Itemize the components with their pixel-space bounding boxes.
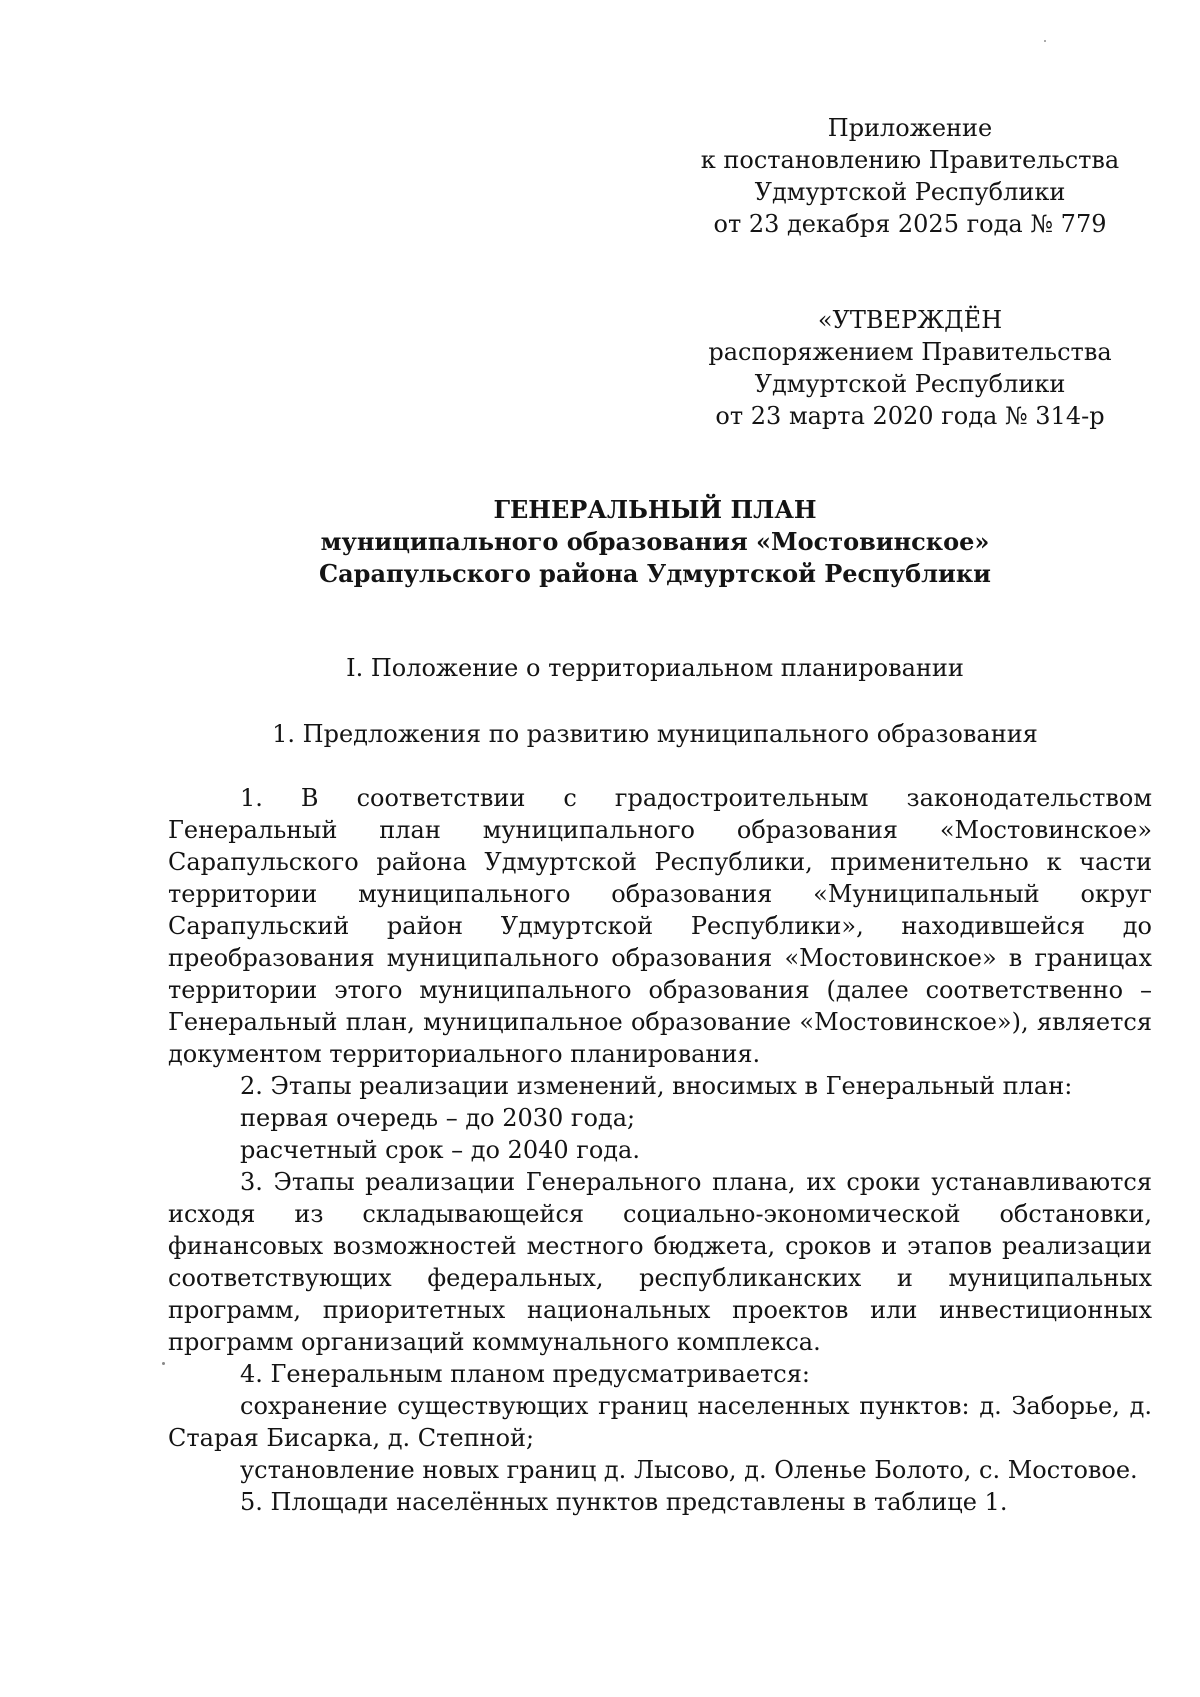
appendix-label: Приложение bbox=[827, 114, 993, 142]
document-body bbox=[168, 782, 1152, 1518]
document-title bbox=[160, 494, 1150, 590]
title-district: Сарапульского района Удмуртской Республики bbox=[319, 559, 991, 588]
approved-label: «УТВЕРЖДЁН bbox=[817, 306, 1003, 334]
section-subheading: 1. Предложения по развитию муниципального образования bbox=[272, 720, 1038, 748]
scan-speck bbox=[162, 1362, 165, 1365]
paragraph-4: 4. Генеральным планом предусматривается: bbox=[240, 1360, 810, 1388]
appendix-header bbox=[700, 112, 1120, 240]
paragraph-4-item-1: сохранение существующих границ населенных пунктов: д. Заборье, д. Старая Бисарка, д. Степной; bbox=[168, 1392, 1152, 1452]
approved-date-number: от 23 марта 2020 года № 314-р bbox=[715, 402, 1105, 430]
section-heading: I. Положение о территориальном планировании bbox=[346, 654, 964, 682]
title-main: ГЕНЕРАЛЬНЫЙ ПЛАН bbox=[493, 495, 817, 524]
scan-speck bbox=[1044, 40, 1046, 42]
paragraph-2: 2. Этапы реализации изменений, вносимых в Генеральный план: bbox=[240, 1072, 1073, 1100]
approved-republic: Удмуртской Республики bbox=[754, 370, 1066, 398]
paragraph-2-item-2: расчетный срок – до 2040 года. bbox=[240, 1136, 640, 1164]
paragraph-5: 5. Площади населённых пунктов представлены в таблице 1. bbox=[240, 1488, 1008, 1516]
approval-stamp-text bbox=[700, 304, 1120, 432]
paragraph-1: 1. В соответствии с градостроительным законодательством Генеральный план муниципального образования «Мостовинское» Сарапульского района Удмуртской Республики, применительно к части территории муниципального образования «Муниципальный округ Сарапульский район Удмуртской Республики», находившейся до преобразования муниципального образования «Мостовинское» в границах территории этого муниципального образования (далее соответственно – Генеральный план, муниципальное образование «Мостовинское»), является документом территориального планирования. bbox=[168, 784, 1152, 1068]
title-municipality: муниципального образования «Мостовинское» bbox=[320, 527, 990, 556]
appendix-date-number: от 23 декабря 2025 года № 779 bbox=[713, 210, 1107, 238]
paragraph-3: 3. Этапы реализации Генерального плана, их сроки устанавливаются исходя из складывающейся социально-экономической обстановки, финансовых возможностей местного бюджета, сроков и этапов реализации соответствующих федеральных, республиканских и муниципальных программ, приоритетных национальных проектов или инвестиционных программ организаций коммунального комплекса. bbox=[168, 1168, 1152, 1356]
paragraph-2-item-1: первая очередь – до 2030 года; bbox=[240, 1104, 636, 1132]
paragraph-4-item-2: установление новых границ д. Лысово, д. Оленье Болото, с. Мостовое. bbox=[240, 1456, 1138, 1484]
appendix-republic: Удмуртской Республики bbox=[754, 178, 1066, 206]
approved-order: распоряжением Правительства bbox=[708, 338, 1112, 366]
appendix-resolution: к постановлению Правительства bbox=[700, 146, 1120, 174]
